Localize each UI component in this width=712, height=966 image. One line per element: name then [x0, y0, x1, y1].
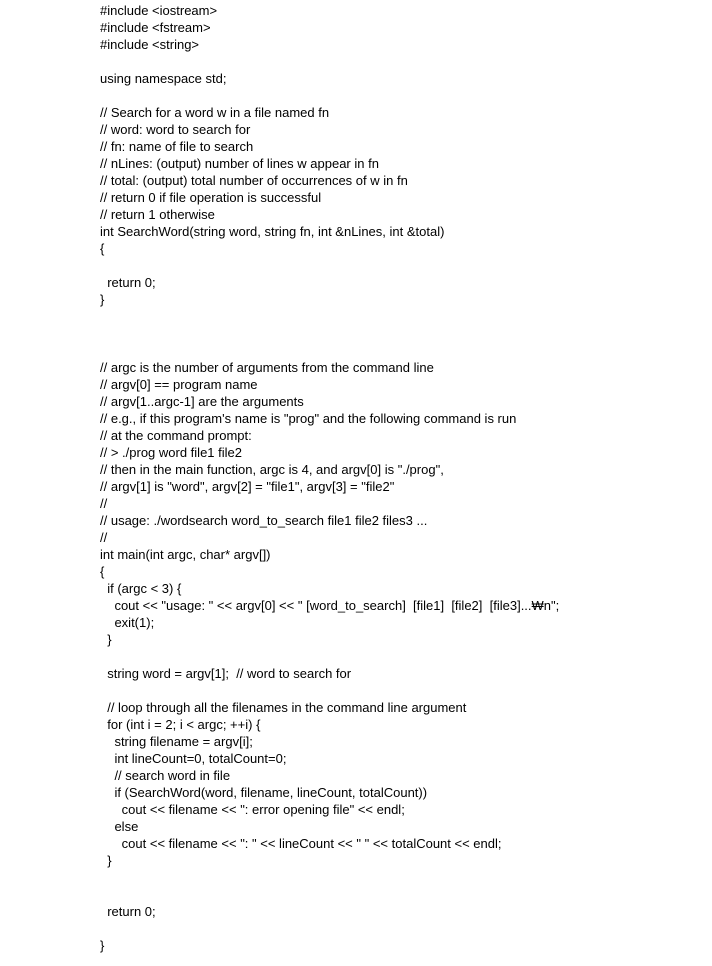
code-line: // word: word to search for: [100, 122, 251, 137]
code-line: [100, 325, 700, 342]
code-line: [100, 648, 700, 665]
code-line: [100, 682, 700, 699]
code-line: int lineCount=0, totalCount=0;: [100, 751, 287, 766]
code-line: // search word in file: [100, 768, 231, 783]
code-line: string word = argv[1]; // word to search for: [100, 666, 352, 681]
code-line: }: [100, 292, 105, 307]
code-listing: [100, 2, 700, 954]
code-line: #include <fstream>: [100, 20, 211, 35]
code-line: // then in the main function, argc is 4, and argv[0] is "./prog",: [100, 462, 444, 477]
code-line: // argv[0] == program name: [100, 377, 258, 392]
code-line: // e.g., if this program's name is "prog" and the following command is run: [100, 411, 517, 426]
code-line: // nLines: (output) number of lines w appear in fn: [100, 156, 379, 171]
code-line: cout << filename << ": " << lineCount << " " << totalCount << endl;: [100, 836, 502, 851]
code-line: exit(1);: [100, 615, 155, 630]
code-line: return 0;: [100, 904, 156, 919]
code-line: [100, 257, 700, 274]
code-line: [100, 869, 700, 886]
code-line: if (argc < 3) {: [100, 581, 182, 596]
code-line: [100, 87, 700, 104]
code-line: cout << filename << ": error opening file" << endl;: [100, 802, 405, 817]
code-line: string filename = argv[i];: [100, 734, 253, 749]
code-line: cout << "usage: " << argv[0] << " [word_to_search] [file1] [file2] [file3]...₩n";: [100, 598, 560, 613]
code-line: //: [100, 496, 108, 511]
code-line: int main(int argc, char* argv[]): [100, 547, 271, 562]
code-line: }: [100, 938, 105, 953]
code-line: }: [100, 632, 112, 647]
code-line: // usage: ./wordsearch word_to_search file1 file2 files3 ...: [100, 513, 428, 528]
code-line: }: [100, 853, 112, 868]
code-line: [100, 920, 700, 937]
code-line: #include <string>: [100, 37, 200, 52]
code-line: if (SearchWord(word, filename, lineCount, totalCount)): [100, 785, 428, 800]
code-line: return 0;: [100, 275, 156, 290]
code-line: // > ./prog word file1 file2: [100, 445, 242, 460]
code-line: [100, 308, 700, 325]
code-line: int SearchWord(string word, string fn, int &nLines, int &total): [100, 224, 445, 239]
code-line: // loop through all the filenames in the command line argument: [100, 700, 467, 715]
code-line: // argv[1..argc-1] are the arguments: [100, 394, 304, 409]
code-line: //: [100, 530, 108, 545]
code-line: {: [100, 241, 105, 256]
code-line: // return 0 if file operation is successful: [100, 190, 322, 205]
code-line: [100, 53, 700, 70]
code-line: using namespace std;: [100, 71, 227, 86]
code-line: // Search for a word w in a file named fn: [100, 105, 330, 120]
code-line: #include <iostream>: [100, 3, 218, 18]
code-line: // at the command prompt:: [100, 428, 252, 443]
code-line: {: [100, 564, 105, 579]
code-line: for (int i = 2; i < argc; ++i) {: [100, 717, 261, 732]
code-line: // total: (output) total number of occurrences of w in fn: [100, 173, 408, 188]
code-line: // argv[1] is "word", argv[2] = "file1", argv[3] = "file2": [100, 479, 395, 494]
code-line: [100, 342, 700, 359]
code-line: // argc is the number of arguments from the command line: [100, 360, 434, 375]
code-line: // return 1 otherwise: [100, 207, 215, 222]
code-line: else: [100, 819, 139, 834]
code-line: [100, 886, 700, 903]
code-line: // fn: name of file to search: [100, 139, 254, 154]
